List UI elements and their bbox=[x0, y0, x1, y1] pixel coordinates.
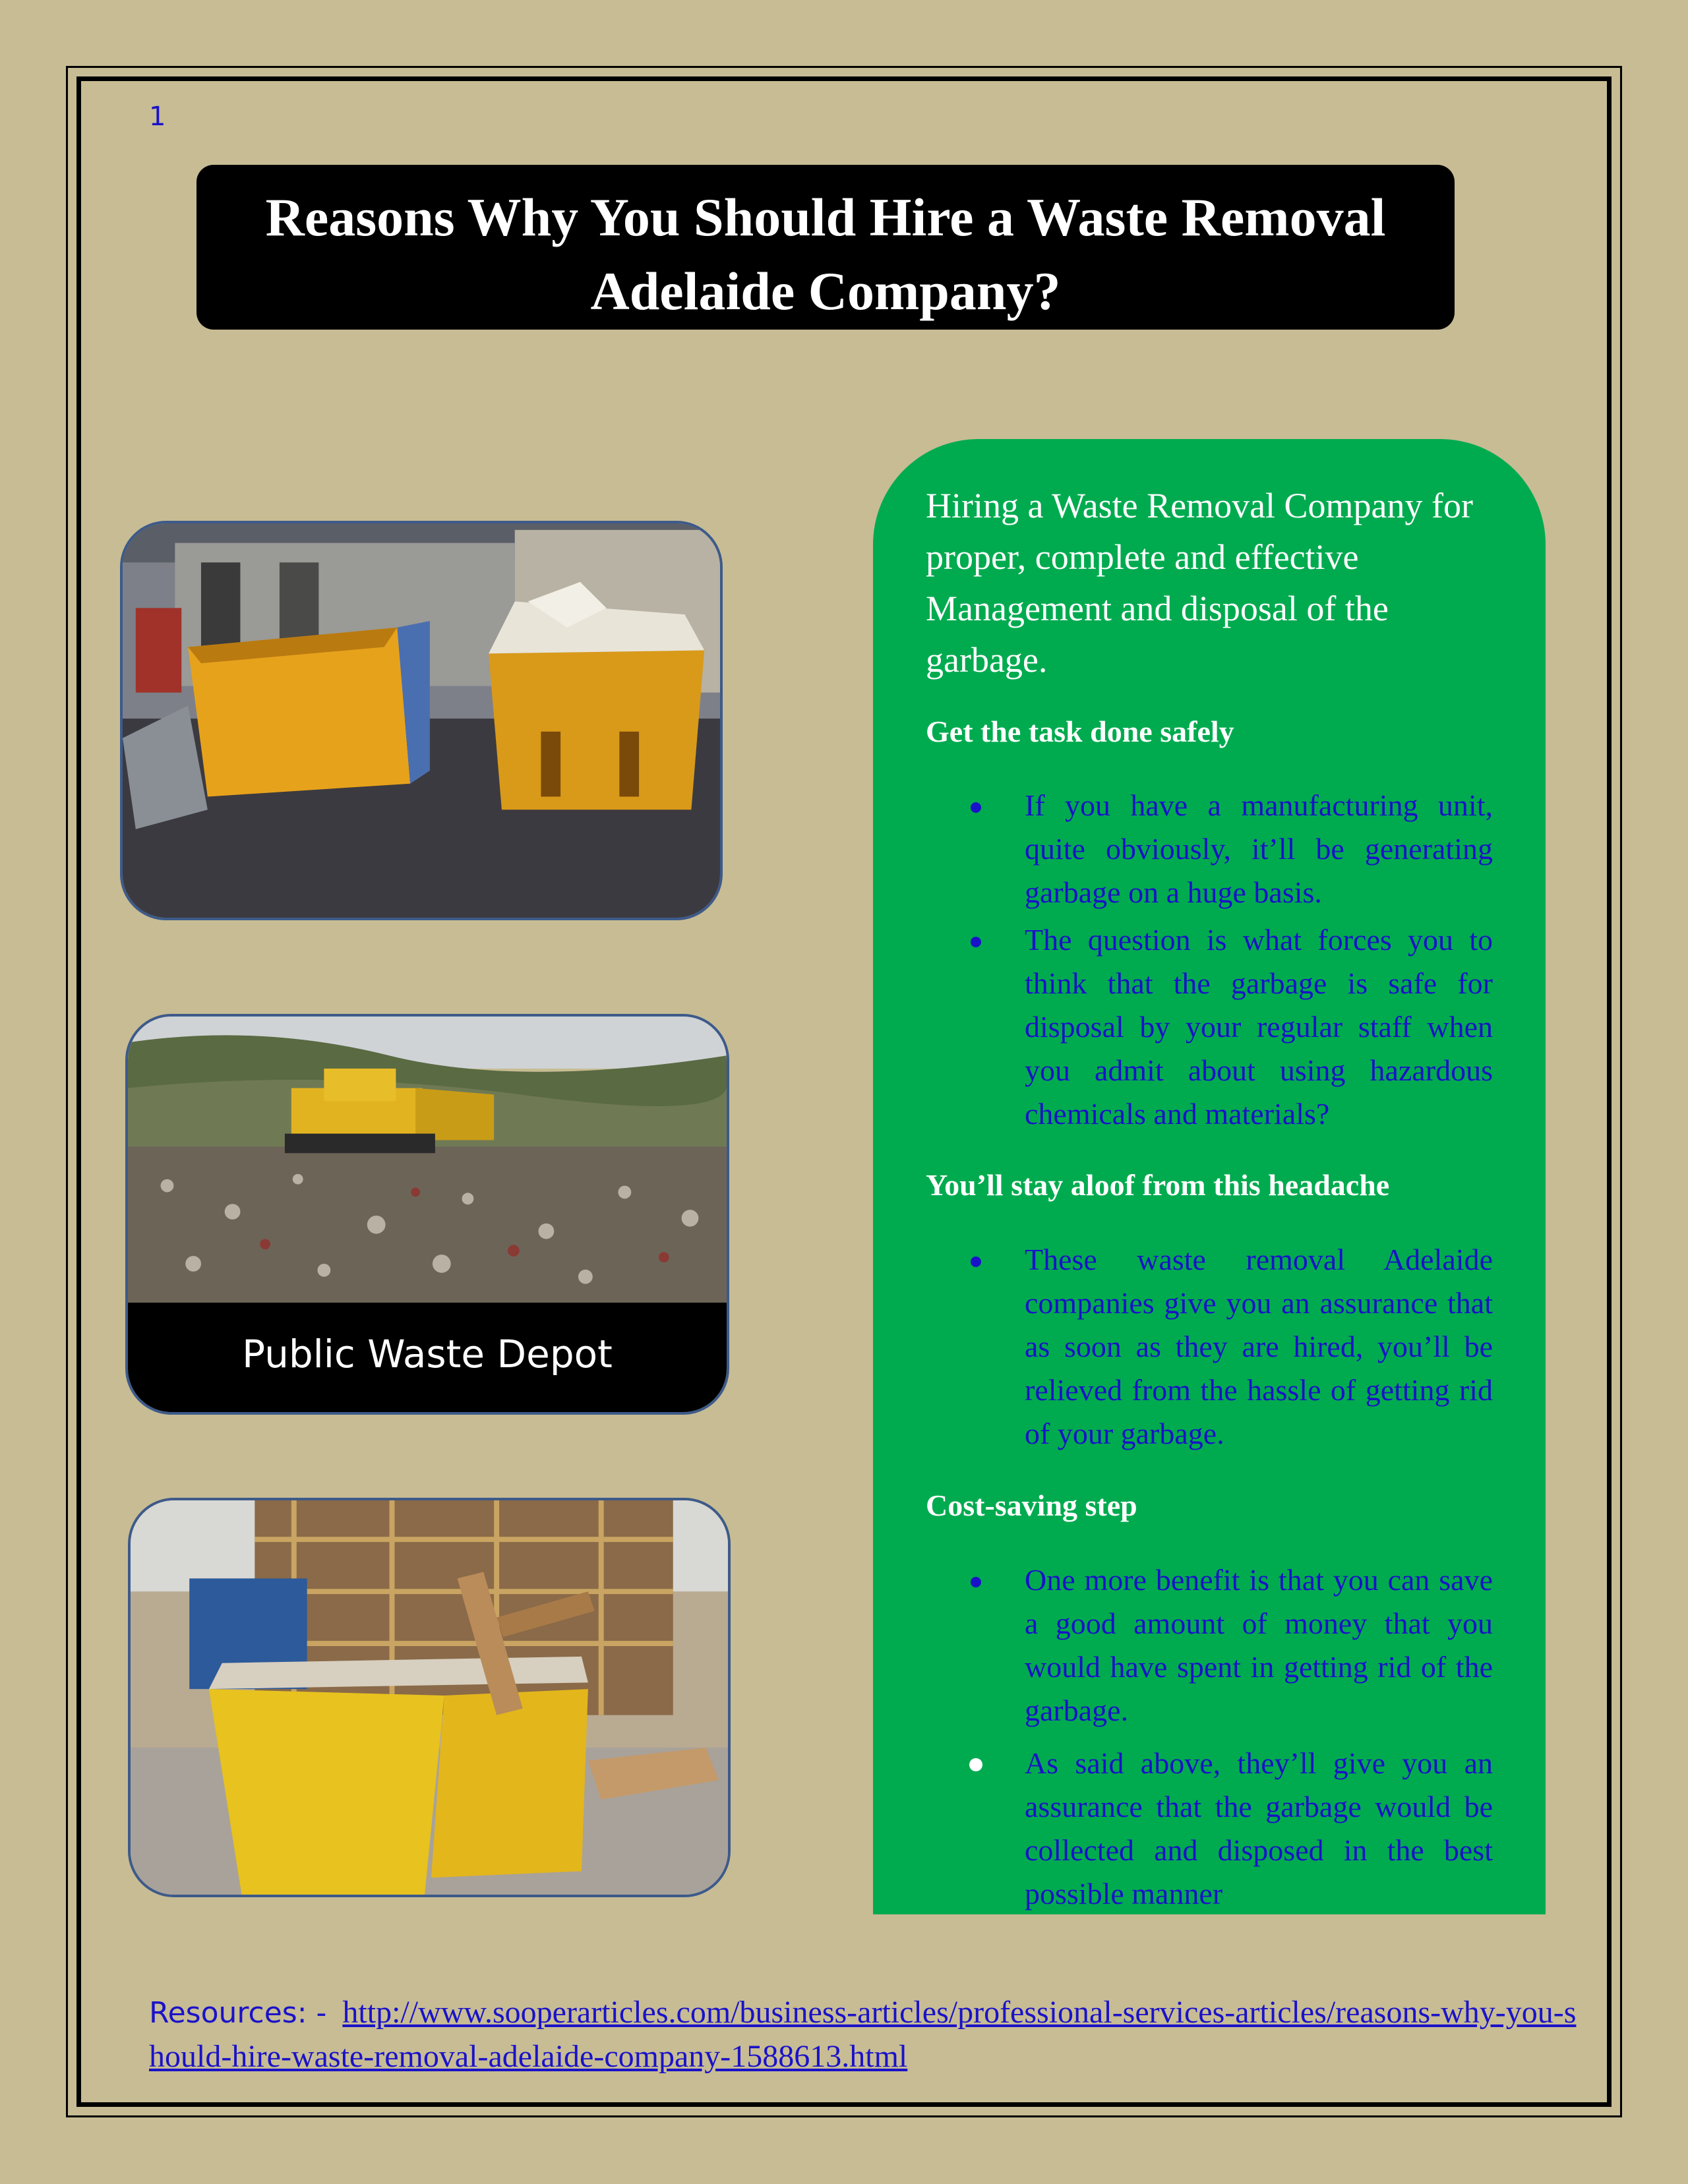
bullet-icon bbox=[971, 1256, 981, 1267]
list-item bbox=[926, 1742, 1493, 1914]
skip-bins-illustration bbox=[123, 523, 720, 918]
bullet-text: These waste removal Adelaide companies give you an assurance that as soon as they are hired, you’ll be relieved from the hassle of getting rid of your garbage. bbox=[1025, 1243, 1493, 1450]
bullet-icon bbox=[971, 1577, 981, 1587]
skip-bins-photo bbox=[120, 521, 723, 920]
title-banner bbox=[196, 165, 1455, 330]
construction-bins-photo bbox=[128, 1498, 731, 1897]
content-panel bbox=[873, 439, 1546, 1914]
section-heading-cost: Cost-saving step bbox=[926, 1489, 1137, 1522]
bullet-list-cost bbox=[926, 1558, 1493, 1914]
bullet-text: One more benefit is that you can save a good amount of money that you would have spent in getting rid of the garbage. bbox=[1025, 1563, 1493, 1727]
list-item bbox=[926, 784, 1493, 914]
photo-caption: Public Waste Depot bbox=[128, 1303, 727, 1412]
page-title: Reasons Why You Should Hire a Waste Removal Adelaide Company? bbox=[265, 187, 1386, 321]
bullet-text: As said above, they’ll give you an assurance that the garbage would be collected and disposed in the best possible manner bbox=[1025, 1746, 1493, 1910]
section-heading-headache: You’ll stay aloof from this headache bbox=[926, 1168, 1390, 1202]
list-item bbox=[926, 918, 1493, 1136]
resources-label: Resources: - bbox=[149, 1996, 327, 2030]
landfill-depot-photo bbox=[125, 1014, 729, 1415]
panel-lead-text: Hiring a Waste Removal Company for proper, complete and effective Management and disposal of the garbage. bbox=[926, 486, 1473, 680]
bullet-icon bbox=[969, 1758, 982, 1771]
resources-footer bbox=[149, 1991, 1586, 2079]
bullet-text: The question is what forces you to think that the garbage is safe for disposal by your regular staff when you admit about using hazardous chemicals and materials? bbox=[1025, 923, 1493, 1131]
bullet-list-safety bbox=[926, 784, 1493, 1136]
section-heading-safety: Get the task done safely bbox=[926, 715, 1234, 748]
bullet-icon bbox=[971, 802, 981, 813]
construction-bins-illustration bbox=[131, 1500, 728, 1895]
bullet-text: If you have a manufacturing unit, quite obviously, it’ll be generating garbage on a huge basis. bbox=[1025, 788, 1493, 909]
list-item bbox=[926, 1558, 1493, 1732]
resources-link[interactable]: http://www.sooperarticles.com/business-articles/professional-services-articles/reasons-why-you-should-hire-waste-removal-adelaide-company-1588613.html bbox=[149, 1995, 1577, 2074]
bullet-icon bbox=[971, 937, 981, 947]
page-number: 1 bbox=[149, 102, 166, 132]
bullet-list-headache bbox=[926, 1238, 1493, 1456]
list-item bbox=[926, 1238, 1493, 1456]
